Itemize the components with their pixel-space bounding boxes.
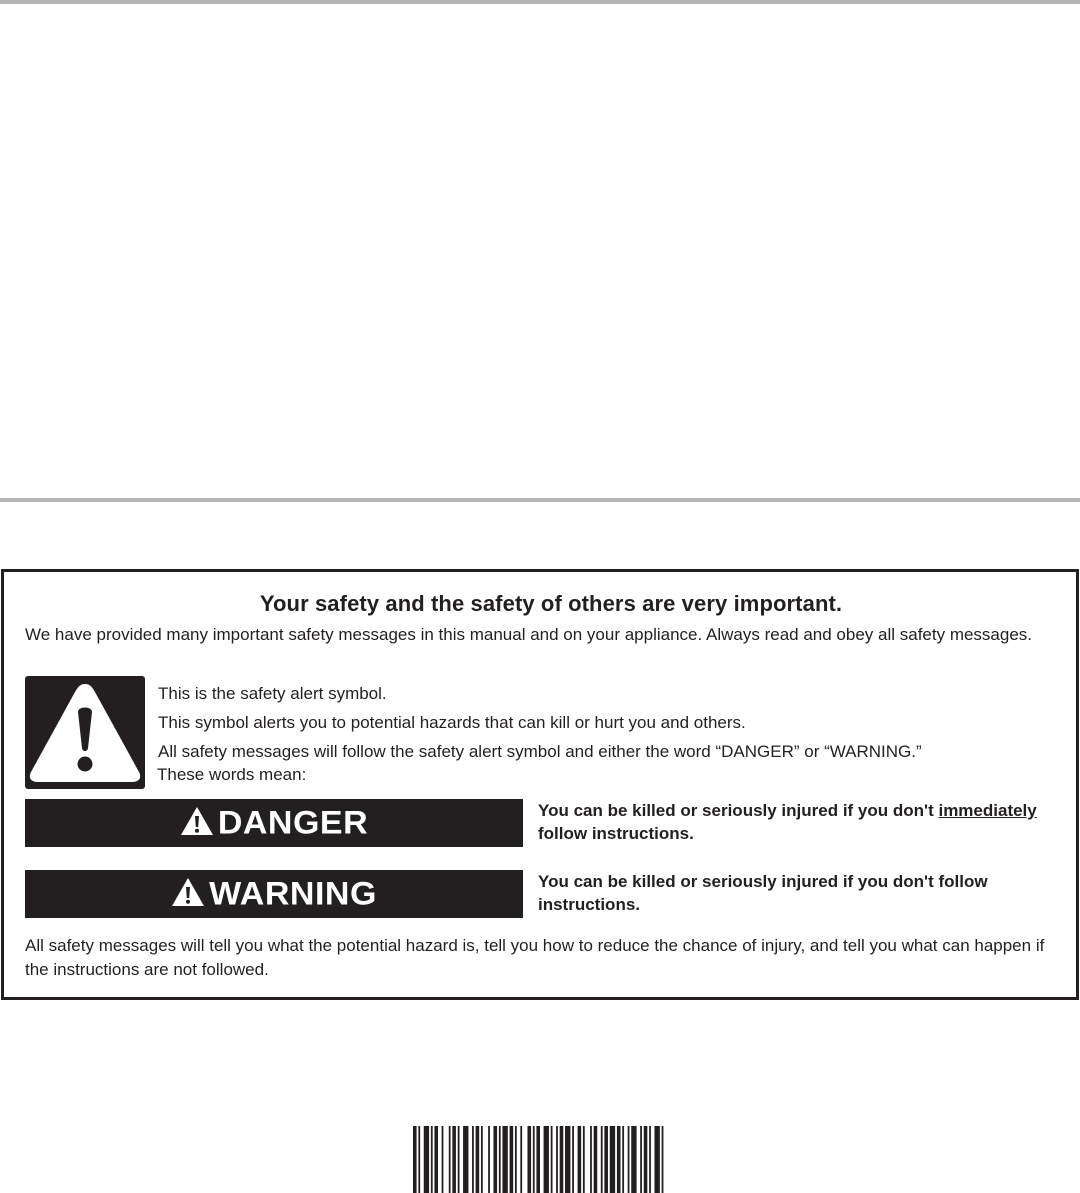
warning-triangle-icon bbox=[171, 877, 205, 912]
barcode-bar bbox=[481, 1126, 483, 1193]
barcode-bar bbox=[472, 1126, 474, 1193]
barcode-bar bbox=[544, 1126, 549, 1193]
middle-divider bbox=[0, 498, 1080, 502]
barcode-bar bbox=[649, 1126, 651, 1193]
barcode-bar bbox=[604, 1126, 608, 1193]
barcode-bar bbox=[578, 1126, 582, 1193]
barcode-bar bbox=[533, 1126, 535, 1193]
warning-signal-bar bbox=[25, 870, 523, 918]
safety-alert-icon bbox=[25, 676, 145, 789]
barcode-bar bbox=[644, 1126, 648, 1193]
danger-desc-end: follow instructions. bbox=[538, 824, 694, 843]
barcode-bar bbox=[520, 1126, 522, 1193]
barcode-bar bbox=[413, 1126, 417, 1193]
barcode-bar bbox=[463, 1126, 468, 1193]
warning-description: You can be killed or seriously injured if you don't follow instructions. bbox=[538, 872, 988, 914]
danger-description bbox=[538, 799, 1068, 845]
symbol-line-1: This is the safety alert symbol. bbox=[158, 684, 387, 703]
barcode-bar bbox=[565, 1126, 570, 1193]
symbol-line-3: All safety messages will follow the safety alert symbol and either the word “DANGER” or “WARNING.” bbox=[158, 742, 922, 761]
barcode-bar bbox=[452, 1126, 456, 1193]
barcode-bar bbox=[662, 1126, 664, 1193]
danger-signal-bar bbox=[25, 799, 523, 847]
barcode-bar bbox=[560, 1126, 564, 1193]
barcode-bar bbox=[449, 1126, 451, 1193]
barcode-bar bbox=[418, 1126, 420, 1193]
barcode-bar bbox=[622, 1126, 624, 1193]
barcode bbox=[413, 1126, 667, 1193]
barcode-bar bbox=[640, 1126, 642, 1193]
barcode-bar bbox=[556, 1126, 558, 1193]
barcode-bar bbox=[442, 1126, 444, 1193]
barcode-bar bbox=[654, 1126, 659, 1193]
safety-intro: We have provided many important safety messages in this manual and on your appliance. Always read and obey all safety messages. bbox=[25, 625, 1033, 644]
barcode-bar bbox=[431, 1126, 433, 1193]
barcode-bar bbox=[594, 1126, 598, 1193]
barcode-bar bbox=[434, 1126, 438, 1193]
barcode-bar bbox=[631, 1126, 636, 1193]
barcode-bar bbox=[458, 1126, 460, 1193]
barcode-bar bbox=[499, 1126, 501, 1193]
barcode-bar bbox=[610, 1126, 615, 1193]
barcode-bar bbox=[476, 1126, 480, 1193]
barcode-bar bbox=[493, 1126, 497, 1193]
top-divider bbox=[0, 0, 1080, 4]
safety-heading: Your safety and the safety of others are very important. bbox=[259, 591, 843, 616]
barcode-bar bbox=[590, 1126, 592, 1193]
barcode-bar bbox=[601, 1126, 603, 1193]
barcode-bar bbox=[572, 1126, 574, 1193]
danger-desc-start: You can be killed or seriously injured if you don't bbox=[538, 801, 939, 820]
barcode-bar bbox=[488, 1126, 490, 1193]
danger-desc-emphasis: immediately bbox=[938, 801, 1037, 820]
safety-notice-box bbox=[1, 569, 1079, 1000]
barcode-bar bbox=[628, 1126, 630, 1193]
barcode-bar bbox=[515, 1126, 517, 1193]
symbol-line-4: These words mean: bbox=[157, 765, 307, 784]
danger-word: DANGER bbox=[217, 804, 369, 842]
warning-triangle-icon bbox=[180, 806, 214, 841]
safety-closing-text: All safety messages will tell you what the potential hazard is, tell you how to reduce the chance of injury, and tell you what can happen if the instructions are not followed. bbox=[25, 936, 1045, 979]
barcode-bar bbox=[510, 1126, 514, 1193]
barcode-bar bbox=[502, 1126, 507, 1193]
barcode-bar bbox=[424, 1126, 429, 1193]
barcode-bar bbox=[617, 1126, 621, 1193]
symbol-line-2: This symbol alerts you to potential hazards that can kill or hurt you and others. bbox=[158, 713, 746, 732]
warning-word: WARNING bbox=[209, 875, 377, 913]
barcode-bar bbox=[527, 1126, 531, 1193]
barcode-bar bbox=[583, 1126, 585, 1193]
barcode-bar bbox=[551, 1126, 553, 1193]
barcode-bar bbox=[536, 1126, 540, 1193]
